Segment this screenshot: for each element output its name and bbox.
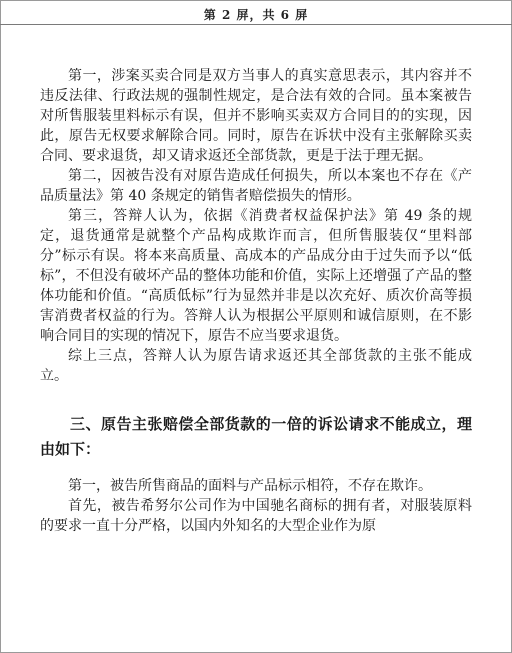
section-heading-three: 三、原告主张赔偿全部货款的一倍的诉讼请求不能成立，理由如下： <box>40 415 472 458</box>
paragraph-first-point: 第一，涉案买卖合同是双方当事人的真实意思表示，其内容并不违反法律、行政法规的强制性规定，是合法有效的合同。虽本案被告对所售服装里料标示有误，但并不影响买卖双方合同目的的实现，因此，原告无权要求解除合同。同时，原告在诉状中没有主张解除买卖合同、要求退货，却又请求返还全部货款，更是于法于理无据。 <box>40 68 472 164</box>
paragraph-section3-first-detail: 首先，被告希努尔公司作为中国驰名商标的拥有者，对服装原料的要求一直十分严格，以国内外知名的大型企业作为原 <box>40 498 472 534</box>
paragraph-summary: 综上三点，答辩人认为原告请求返还其全部货款的主张不能成立。 <box>40 348 472 384</box>
paragraph-section3-first: 第一，被告所售商品的面料与产品标示相符，不存在欺诈。 <box>68 478 432 494</box>
page-indicator: 第 2 屏，共 6 屏 <box>203 8 309 22</box>
header-divider <box>0 24 512 25</box>
document-body <box>40 66 472 536</box>
paragraph-third-point: 第三，答辩人认为，依据《消费者权益保护法》第 49 条的规定，退货通常是就整个产品构成欺诈而言，但所售服装仅“里料部分”标示有误。将本来高质量、高成本的产品成分由于过失而予以“低标”，不但没有破坏产品的整体功能和价值，实际上还增强了产品的整体功能和价值。“高质低标”行为显然并非是以次充好、质次价高等损害消费者权益的行为。答辩人认为根据公平原则和诚信原则，在不影响合同目的实现的情况下，原告不应当要求退货。 <box>40 208 472 344</box>
paragraph-second-point: 第二，因被告没有对原告造成任何损失，所以本案也不存在《产品质量法》第 40 条规定的销售者赔偿损失的情形。 <box>40 168 472 204</box>
